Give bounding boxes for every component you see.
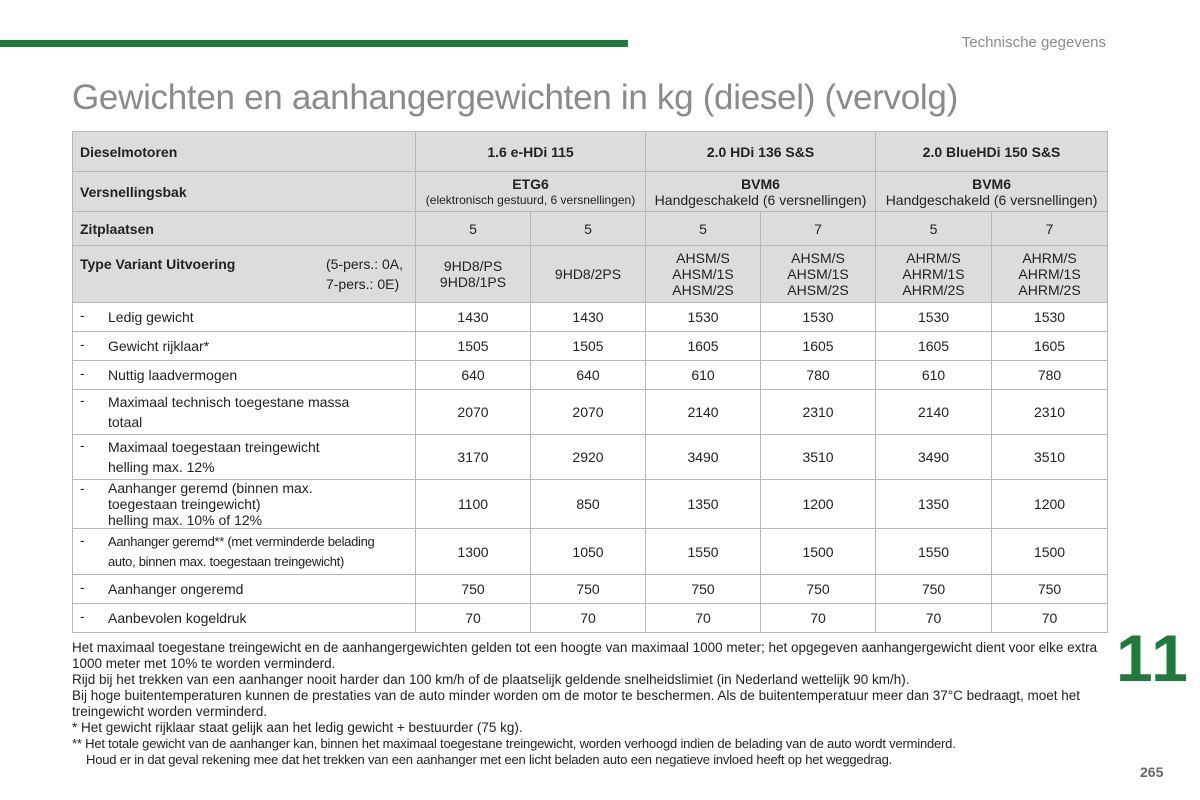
row-label-line: helling max. 12%: [108, 459, 215, 475]
engine-label: Dieselmotoren: [73, 132, 416, 172]
gearbox-desc: Handgeschakeld (6 versnellingen): [654, 191, 867, 208]
bullet-dash: -: [80, 365, 85, 381]
footnote: * Het gewicht rijklaar staat gelijk aan het ledig gewicht + bestuurder (75 kg).: [72, 720, 523, 735]
row-label: [108, 307, 194, 327]
value-cell: 1500: [761, 529, 876, 575]
seats-row: [73, 212, 1108, 246]
type-note: [326, 254, 403, 294]
chapter-number: 11: [1116, 621, 1190, 695]
seats-cell: 7: [992, 212, 1108, 246]
table-row: [73, 529, 1108, 575]
footnote: Bij hoge buitentemperaturen kunnen de prestaties van de auto minder worden om de motor te beschermen. Als de buitentemperatuur meer dan 37°C bedraagt, moet het treingewicht worden verminderd.: [72, 688, 1081, 719]
table-row: [73, 390, 1108, 435]
value-cell: 70: [761, 604, 876, 633]
bullet-dash: -: [80, 608, 85, 624]
section-label: Technische gegevens: [961, 34, 1106, 51]
value-cell: 1100: [416, 480, 531, 529]
bullet-dash: -: [80, 392, 85, 408]
page-title: Gewichten en aanhangergewichten in kg (diesel) (vervolg): [72, 78, 958, 117]
table-row: [73, 480, 1108, 529]
type-label: Type Variant Uitvoering: [80, 256, 236, 272]
type-note-line: (5-pers.: 0A,: [325, 256, 403, 272]
bullet-dash: -: [80, 307, 85, 323]
table-row: [73, 332, 1108, 361]
value-cell: 750: [992, 575, 1108, 604]
value-cell: 1605: [992, 332, 1108, 361]
value-cell: 1550: [876, 529, 992, 575]
value-cell: 1505: [416, 332, 531, 361]
row-label-line: Aanbevolen kogeldruk: [108, 610, 247, 626]
engine-header: 2.0 BlueHDi 150 S&S: [876, 132, 1108, 172]
value-cell: 1605: [876, 332, 992, 361]
row-label-line: toegestaan treingewicht): [108, 496, 261, 512]
value-cell: 3510: [761, 435, 876, 480]
row-label: [108, 532, 374, 572]
gearbox-name: ETG6: [512, 175, 549, 192]
type-code: AHRM/1S: [1018, 266, 1081, 282]
row-label: [108, 579, 243, 599]
gearbox-desc: Handgeschakeld (6 versnellingen): [885, 191, 1098, 208]
footnote: Het maximaal toegestane treingewicht en de aanhangergewichten gelden tot een hoogte van maximaal 1000 meter; het opgegeven aanhangergewicht dient voor elke extra 1000 meter met 10% te worden verminderd.: [72, 640, 1098, 671]
type-code: AHRM/1S: [902, 266, 965, 282]
row-label-line: Ledig gewicht: [108, 309, 194, 325]
value-cell: 1605: [646, 332, 761, 361]
value-cell: 750: [416, 575, 531, 604]
value-cell: 780: [761, 361, 876, 390]
footnote: Houd er in dat geval rekening mee dat het trekken van een aanhanger met een licht beladen auto een negatieve invloed heeft op het weggedrag.: [86, 752, 893, 767]
row-label-line: Maximaal technisch toegestane massa: [108, 394, 350, 410]
value-cell: 750: [646, 575, 761, 604]
table-row: [73, 604, 1108, 633]
value-cell: 1550: [646, 529, 761, 575]
value-cell: 3490: [876, 435, 992, 480]
value-cell: 1200: [992, 480, 1108, 529]
seats-label: Zitplaatsen: [73, 212, 416, 246]
row-label-cell: [73, 480, 416, 529]
row-label-line: Maximaal toegestaan treingewicht: [108, 439, 320, 455]
type-code: AHRM/2S: [1018, 282, 1081, 298]
row-label-cell: [73, 332, 416, 361]
gearbox-row: [73, 172, 1108, 212]
gearbox-label: Versnellingsbak: [73, 172, 416, 212]
seats-cell: 5: [531, 212, 646, 246]
row-label: [108, 608, 247, 628]
row-label-line: totaal: [108, 414, 143, 430]
row-label-cell: [73, 529, 416, 575]
type-code: AHSM/1S: [787, 266, 849, 282]
seats-cell: 5: [876, 212, 992, 246]
engine-header: 1.6 e-HDi 115: [416, 132, 646, 172]
weights-table: [72, 131, 1108, 633]
value-cell: 750: [761, 575, 876, 604]
gearbox-cell: [416, 172, 646, 212]
value-cell: 1430: [416, 303, 531, 332]
value-cell: 2070: [531, 390, 646, 435]
table-row: [73, 303, 1108, 332]
type-code: 9HD8/1PS: [439, 274, 507, 290]
type-code: AHSM/S: [791, 250, 845, 266]
value-cell: 2310: [761, 390, 876, 435]
value-cell: 1300: [416, 529, 531, 575]
type-row: [73, 246, 1108, 303]
gearbox-desc: (elektronisch gestuurd, 6 versnellingen): [425, 192, 636, 207]
row-label-cell: [73, 390, 416, 435]
seats-cell: 5: [646, 212, 761, 246]
top-accent-bar: [0, 40, 628, 47]
gearbox-cell: [876, 172, 1108, 212]
type-code: AHSM/1S: [672, 266, 734, 282]
table-row: [73, 361, 1108, 390]
row-label-cell: [73, 303, 416, 332]
footnote: ** Het totale gewicht van de aanhanger kan, binnen het maximaal toegestane treingewicht, worden verhoogd indien de belading van de auto wordt verminderd.: [72, 736, 956, 751]
value-cell: 70: [531, 604, 646, 633]
value-cell: 780: [992, 361, 1108, 390]
gearbox-name: BVM6: [972, 175, 1011, 192]
row-label: [108, 480, 313, 528]
value-cell: 750: [531, 575, 646, 604]
bullet-dash: -: [80, 336, 85, 352]
row-label-line: Nuttig laadvermogen: [108, 367, 238, 383]
type-code: AHSM/S: [676, 250, 730, 266]
value-cell: 3510: [992, 435, 1108, 480]
row-label: [108, 336, 209, 356]
value-cell: 1350: [876, 480, 992, 529]
value-cell: 1350: [646, 480, 761, 529]
type-code: 9HD8/2PS: [554, 266, 622, 282]
gearbox-cell: [646, 172, 876, 212]
value-cell: 610: [876, 361, 992, 390]
footnote: Rijd bij het trekken van een aanhanger nooit harder dan 100 km/h of de plaatselijk geldende snelheidslimiet (in Nederland wettelijk 90 km/h).: [72, 672, 910, 687]
value-cell: 1530: [761, 303, 876, 332]
value-cell: 1050: [531, 529, 646, 575]
type-cell: [876, 246, 992, 303]
row-label-line: helling max. 10% of 12%: [108, 512, 263, 528]
value-cell: 70: [646, 604, 761, 633]
footnotes: [72, 640, 1112, 768]
type-cell: [761, 246, 876, 303]
value-cell: 750: [876, 575, 992, 604]
value-cell: 2310: [992, 390, 1108, 435]
type-cell: [416, 246, 531, 303]
type-code: AHSM/2S: [787, 282, 849, 298]
row-label-line: Aanhanger geremd** (met verminderde belading: [108, 533, 375, 549]
type-cell: [646, 246, 761, 303]
value-cell: 3490: [646, 435, 761, 480]
type-code: AHRM/S: [1022, 250, 1077, 266]
value-cell: 2140: [876, 390, 992, 435]
value-cell: 610: [646, 361, 761, 390]
bullet-dash: -: [80, 480, 85, 496]
value-cell: 1430: [531, 303, 646, 332]
row-label-cell: [73, 575, 416, 604]
value-cell: 2140: [646, 390, 761, 435]
value-cell: 2920: [531, 435, 646, 480]
row-label-line: Gewicht rijklaar*: [108, 338, 210, 354]
bullet-dash: -: [80, 579, 85, 595]
row-label-cell: [73, 361, 416, 390]
value-cell: 1530: [992, 303, 1108, 332]
type-code: 9HD8/PS: [443, 258, 503, 274]
bullet-dash: -: [80, 531, 85, 548]
row-label-line: Aanhanger ongeremd: [108, 581, 244, 597]
value-cell: 850: [531, 480, 646, 529]
row-label: [108, 392, 349, 432]
value-cell: 70: [992, 604, 1108, 633]
seats-cell: 7: [761, 212, 876, 246]
type-cell: [531, 246, 646, 303]
bullet-dash: -: [80, 437, 85, 453]
type-code: AHRM/2S: [902, 282, 965, 298]
type-label-cell: [73, 246, 416, 303]
value-cell: 1530: [646, 303, 761, 332]
value-cell: 1500: [992, 529, 1108, 575]
gearbox-name: BVM6: [741, 175, 780, 192]
type-cell: [992, 246, 1108, 303]
value-cell: 1505: [531, 332, 646, 361]
value-cell: 2070: [416, 390, 531, 435]
value-cell: 3170: [416, 435, 531, 480]
page-number: 265: [1140, 764, 1164, 780]
value-cell: 70: [876, 604, 992, 633]
row-label-cell: [73, 604, 416, 633]
value-cell: 1605: [761, 332, 876, 361]
weights-body: [73, 303, 1108, 633]
row-label: [108, 437, 320, 477]
table-row: [73, 575, 1108, 604]
value-cell: 1200: [761, 480, 876, 529]
value-cell: 70: [416, 604, 531, 633]
seats-cell: 5: [416, 212, 531, 246]
value-cell: 640: [416, 361, 531, 390]
row-label-line: Aanhanger geremd (binnen max.: [108, 480, 313, 496]
engine-header: 2.0 HDi 136 S&S: [646, 132, 876, 172]
type-code: AHSM/2S: [672, 282, 734, 298]
row-label-line: auto, binnen max. toegestaan treingewicht): [108, 553, 345, 569]
row-label-cell: [73, 435, 416, 480]
type-note-line: 7-pers.: 0E): [325, 276, 400, 292]
value-cell: 640: [531, 361, 646, 390]
table-row: [73, 435, 1108, 480]
row-label: [108, 365, 237, 385]
engine-row: [73, 132, 1108, 172]
type-code: AHRM/S: [906, 250, 961, 266]
value-cell: 1530: [876, 303, 992, 332]
